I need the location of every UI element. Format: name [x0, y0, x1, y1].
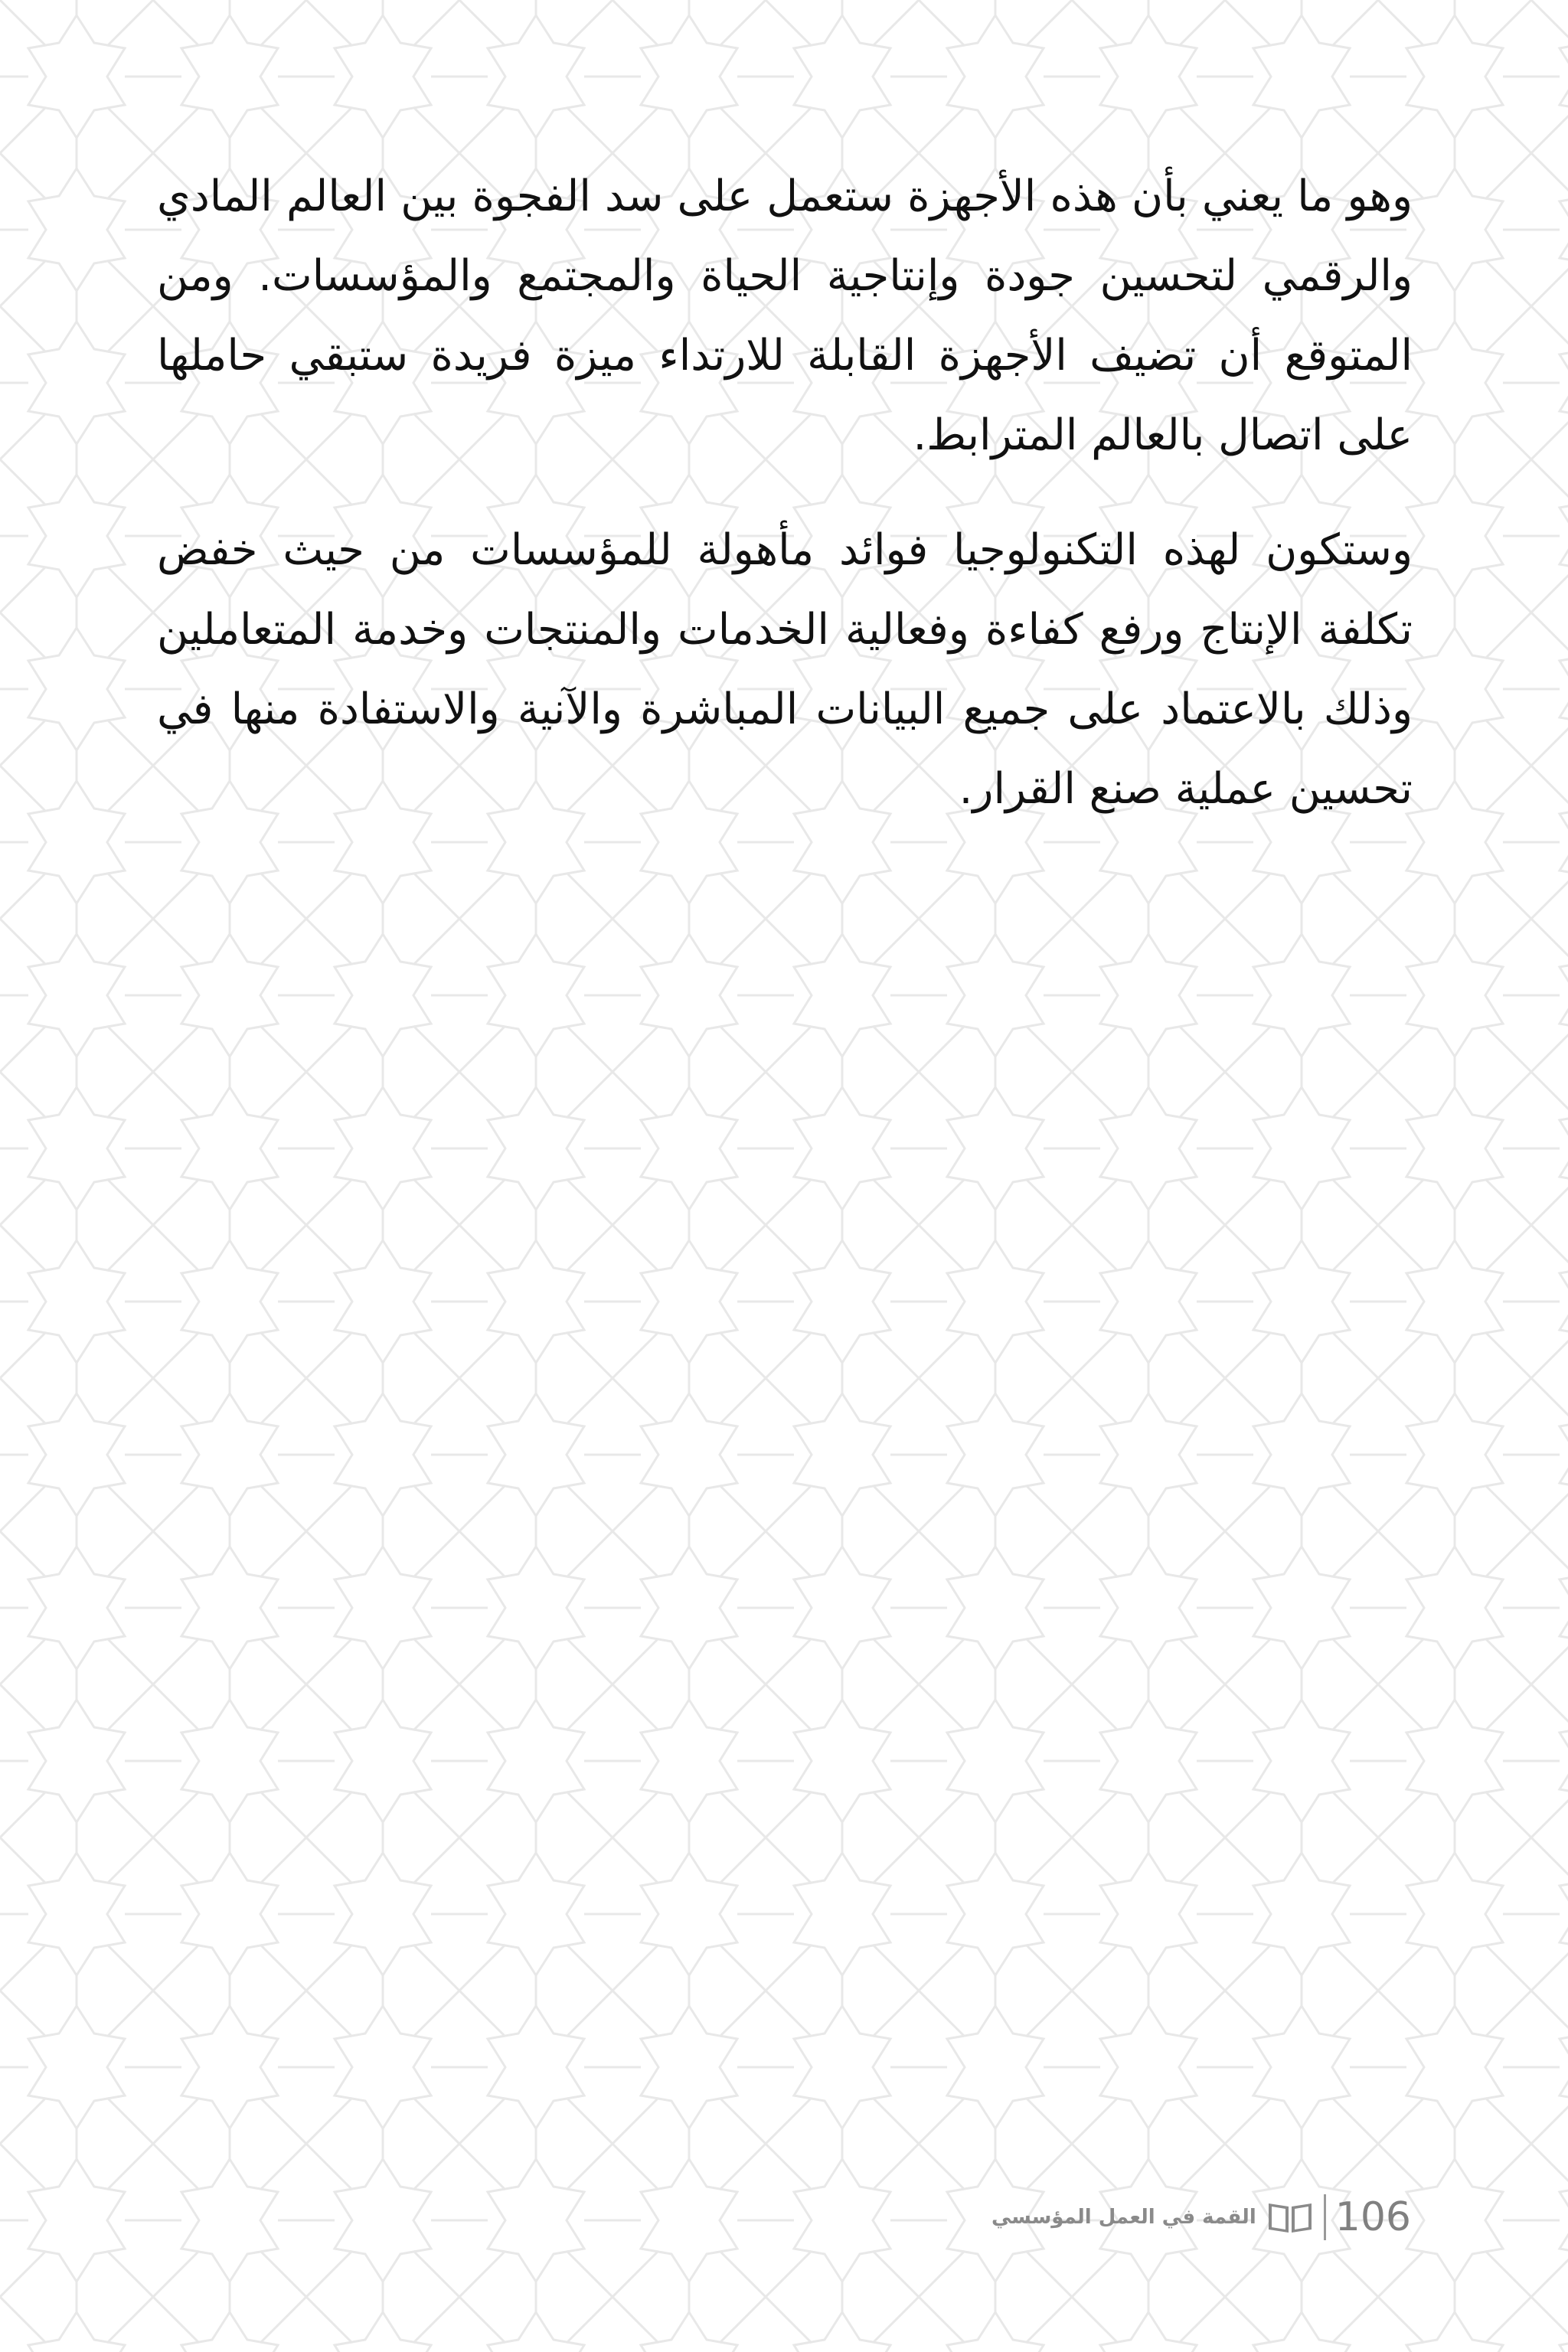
page-number: 106	[1334, 2194, 1411, 2240]
footer-divider	[1324, 2194, 1326, 2240]
book-icon	[1266, 2199, 1315, 2236]
paragraph-1: وهو ما يعني بأن هذه الأجهزة ستعمل على سد الفجوة بين العالم المادي والرقمي لتحسين جودة وإنتاجية الحياة والمجتمع والمؤسسات. ومن المتوقع أن تضيف الأجهزة القابلة للارتداء ميزة فريدة ستبقي حاملها على اتصال بالعالم المترابط.	[157, 172, 1413, 460]
page-footer	[991, 2193, 1411, 2242]
body-text	[157, 157, 1413, 864]
paragraph-2: وستكون لهذه التكنولوجيا فوائد مأهولة للمؤسسات من حيث خفض تكلفة الإنتاج ورفع كفاءة وفعالية الخدمات والمنتجات وخدمة المتعاملين وذلك بالاعتماد على جميع البيانات المباشرة والآنية والاستفادة منها في تحسين عملية صنع القرار.	[157, 525, 1413, 814]
book-title: القمة في العمل المؤسسي	[991, 2206, 1256, 2229]
